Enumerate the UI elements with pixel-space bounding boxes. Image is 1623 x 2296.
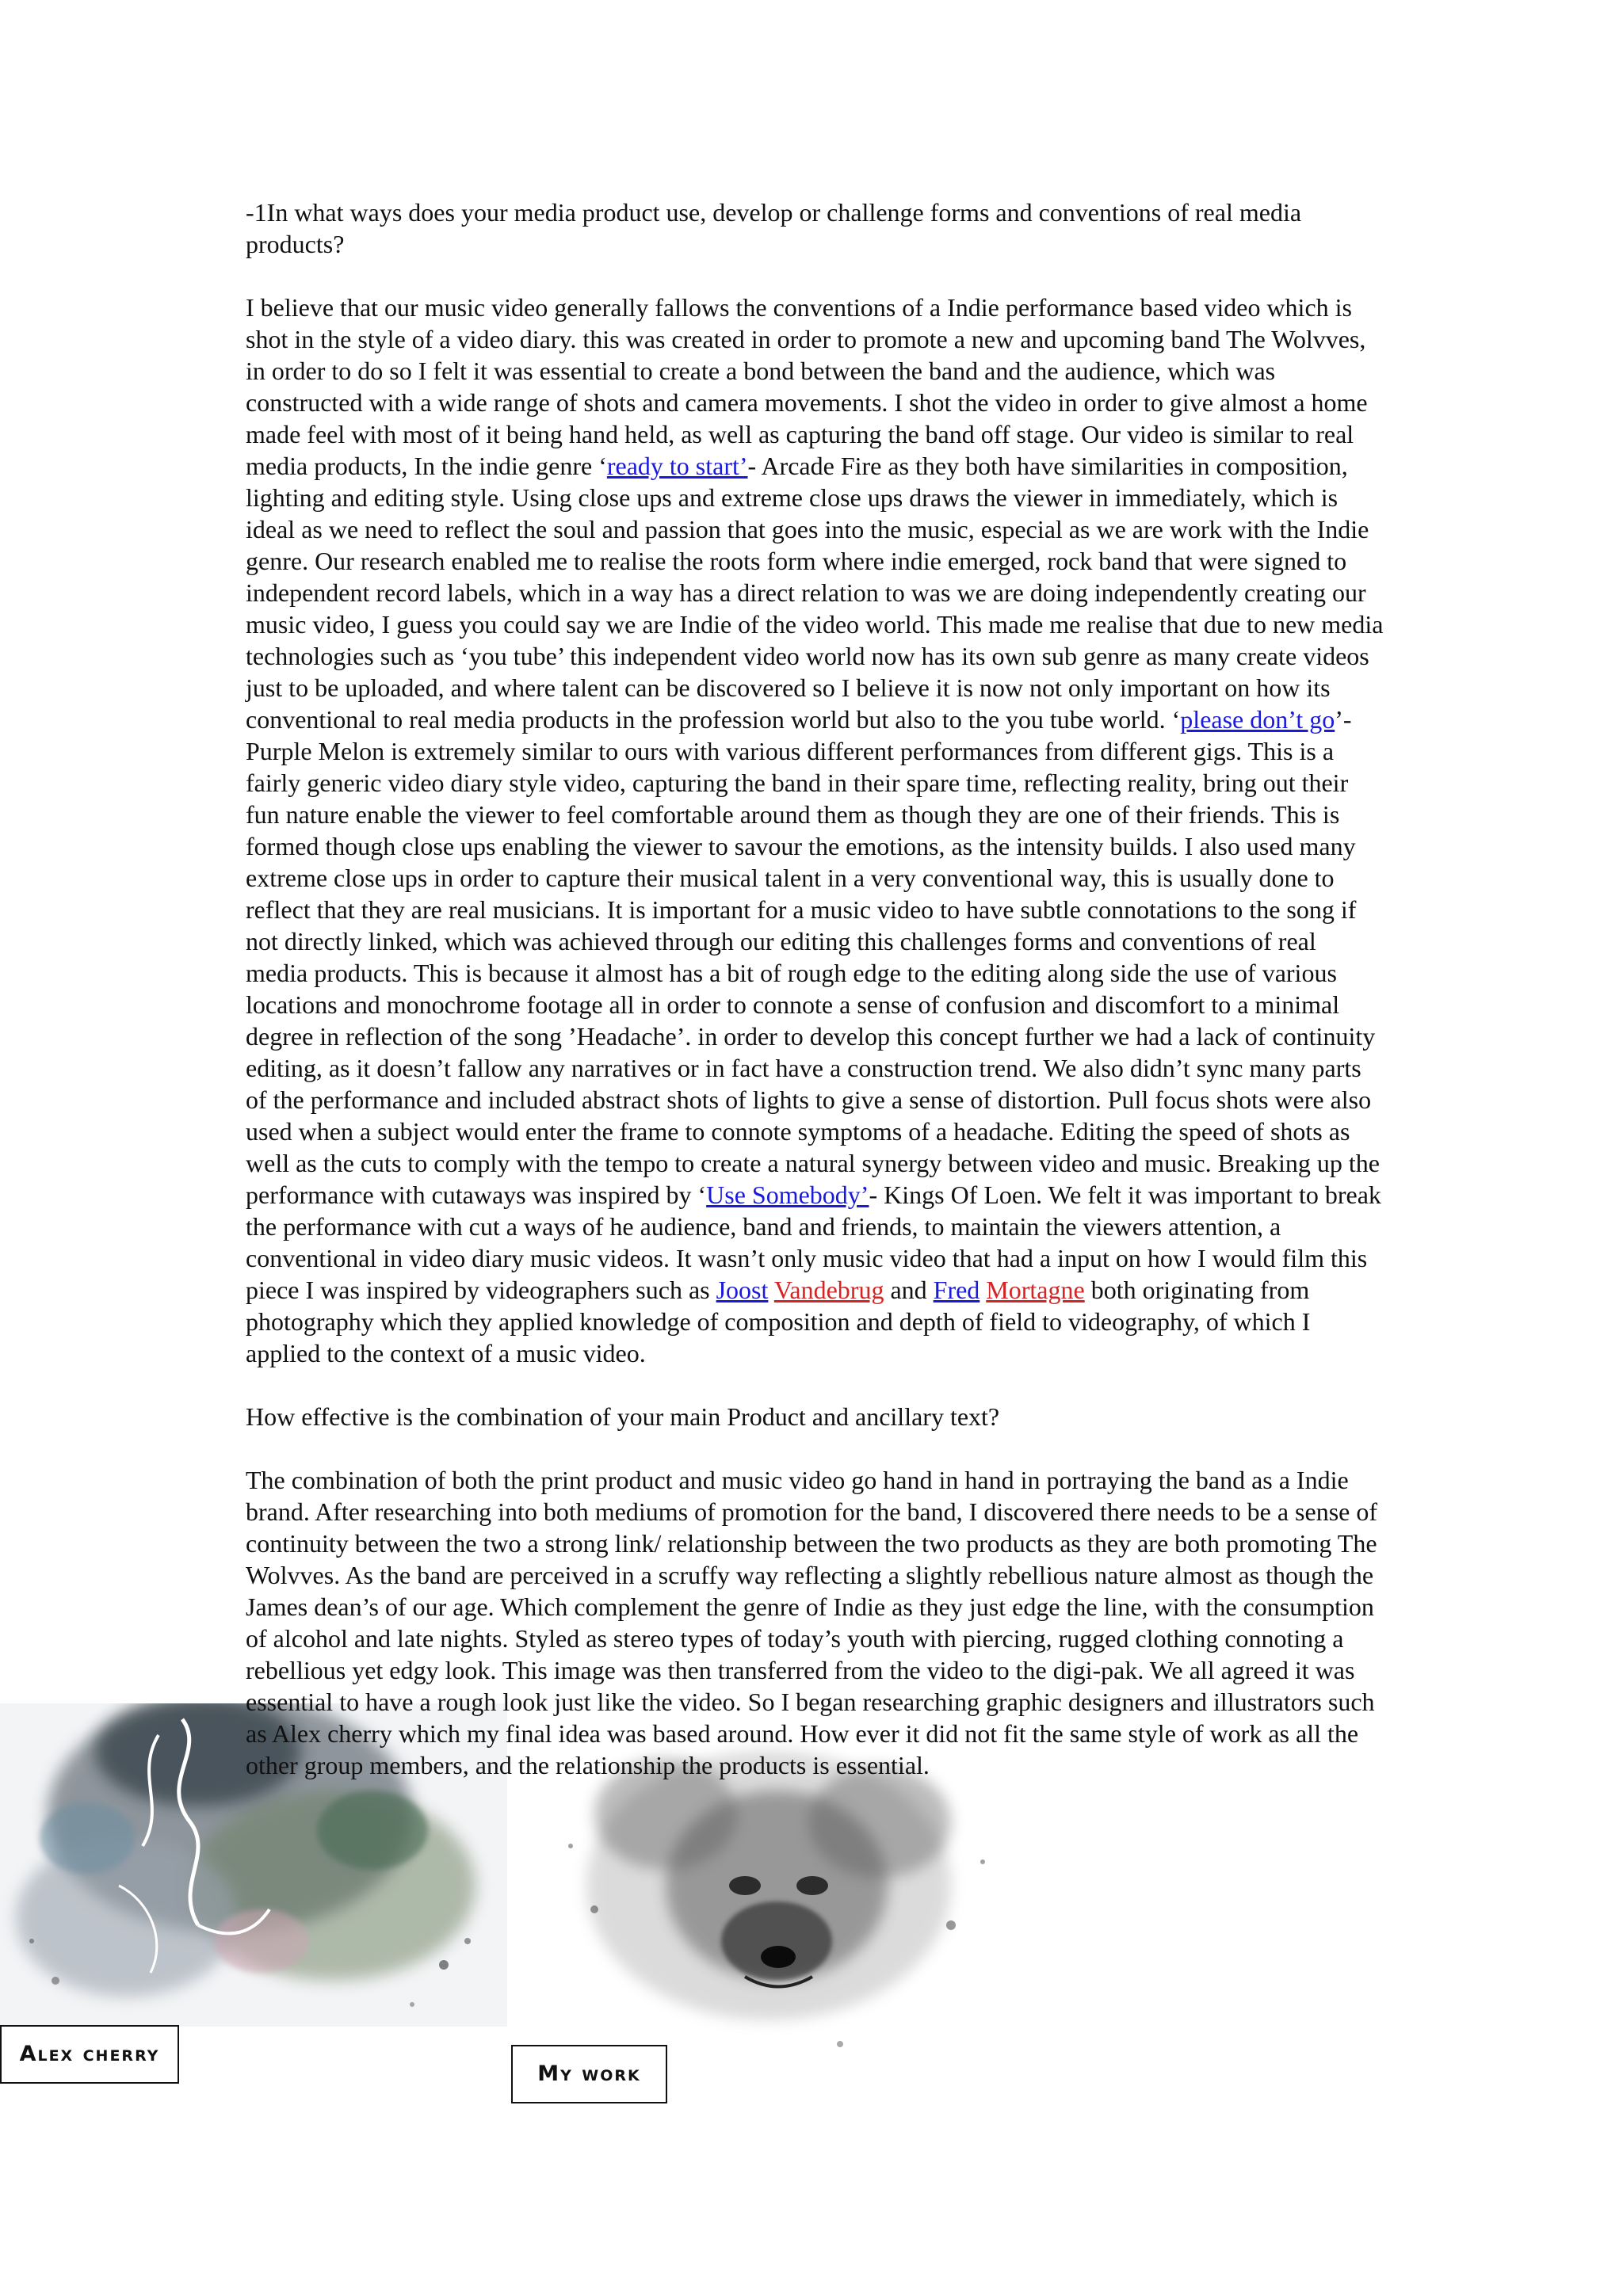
link-use-somebody[interactable]: Use Somebody’ [706, 1180, 869, 1209]
answer-1-text: - Kings Of Loen. We felt it was important to break the performance with cut a ways of he audience, band and friends, to maintain the viewers attention, a conventional in video diary music videos. It wasn’t only music video that had a input on how I would film this piece I was inspired by videographers such as [246, 1180, 1381, 1304]
answer-1-text: - Arcade Fire as they both have similarities in composition, lighting and editing style. Using close ups and extreme close ups draws the viewer in immediately, which is ideal as we need to reflect the soul and passion that goes into the music, especial as we are work with the Indie genre. Our research enabled me to realise the roots form where indie emerged, rock band that were signed to independent record labels, which in a way has a direct relation to was we are doing independently creating our music video, I guess you could say we are Indie of the video world. This made me realise that due to new media technologies such as ‘you tube’ this independent video world now has its own sub genre as many create videos just to be uploaded, and where talent can be discovered so I believe it is now not only important on how its conventional to real media products in the profession world but also to the you tube world. ‘ [246, 452, 1384, 734]
link-fred[interactable]: Fred [933, 1276, 980, 1304]
answer-2-paragraph: The combination of both the print product and music video go hand in hand in portraying the band as a Indie brand. After researching into both mediums of promotion for the band, I discovered there needs to be a sense of continuity between the two a strong link/ relationship between the two products as they are both promoting The Wolvves. As the band are perceived in a scruffy way reflecting a slightly rebellious nature almost as though the James dean’s of our age. Which complement the genre of Indie as they just edge the line, with the consumption of alcohol and late nights. Styled as stereo types of today’s youth with piercing, rugged clothing connoting a rebellious yet edgy look. This image was then transferred from the video to the digi-pak. We all agreed it was essential to have a rough look just like the video. So I began researching graphic designers and illustrators such as Alex cherry which my final idea was based around. How ever it did not fit the same style of work as all the other group members, and the relationship the products is essential. [246, 1466, 1378, 1779]
link-ready-to-start[interactable]: ready to start’ [606, 452, 748, 480]
document-text [246, 196, 1384, 1781]
answer-1-text: ’- Purple Melon is extremely similar to ours with various different performances from different gigs. This is a fairly generic video diary style video, capturing the band in their spare time, reflecting reality, bring out their fun nature enable the viewer to feel comfortable around them as though they are one of their friends. This is formed though close ups enabling the viewer to savour the emotions, as the intensity builds. I also used many extreme close ups in order to capture their musical talent in a very conventional way, this is usually done to reflect that they are real musicians. It is important for a music video to have subtle connotations to the song if not directly linked, which was achieved through our editing this challenges forms and conventions of real media products. This is because it almost has a bit of rough edge to the editing along side the use of various locations and monochrome footage all in order to connote a sense of confusion and discomfort to a minimal degree in reflection of the song ’Headache’. in order to develop this concept further we had a lack of continuity editing, as it doesn’t fallow any narratives or in fact have a construction trend. We also didn’t sync many parts of the performance and included abstract shots of lights to give a sense of distortion. Pull focus shots were also used when a subject would enter the frame to connote symptoms of a headache. Editing the speed of shots as well as the cuts to comply with the tempo to create a natural synergy between video and music. Breaking up the performance with cutaways was inspired by ‘ [246, 705, 1380, 1209]
question-1: -1In what ways does your media product use, develop or challenge forms and conventions of real media products? [246, 198, 1302, 258]
caption-my-work: My work [511, 2045, 667, 2103]
link-vandebrug[interactable]: Vandebrug [773, 1276, 884, 1304]
answer-1-paragraph [246, 292, 1384, 1369]
link-please-dont-go[interactable]: please don’t go [1180, 705, 1335, 734]
answer-1-text: both originating from photography which they applied knowledge of composition and depth of field to videography, of which I applied to the context of a music video. [246, 1276, 1311, 1367]
link-joost[interactable]: Joost [716, 1276, 769, 1304]
caption-alex-cherry: Alex cherry [0, 2025, 179, 2084]
answer-1-text: and [884, 1276, 934, 1304]
answer-1-text: I believe that our music video generally fallows the conventions of a Indie performance based video which is shot in the style of a video diary. this was created in order to promote a new and upcoming band The Wolvves, in order to do so I felt it was essential to create a bond between the band and the audience, which was constructed with a wide range of shots and camera movements. I shot the video in order to give almost a home made feel with most of it being hand held, as well as capturing the band off stage. Our video is similar to real media products, In the indie genre ‘ [246, 293, 1368, 480]
link-mortagne[interactable]: Mortagne [986, 1276, 1085, 1304]
question-2: How effective is the combination of your main Product and ancillary text? [246, 1402, 1000, 1431]
